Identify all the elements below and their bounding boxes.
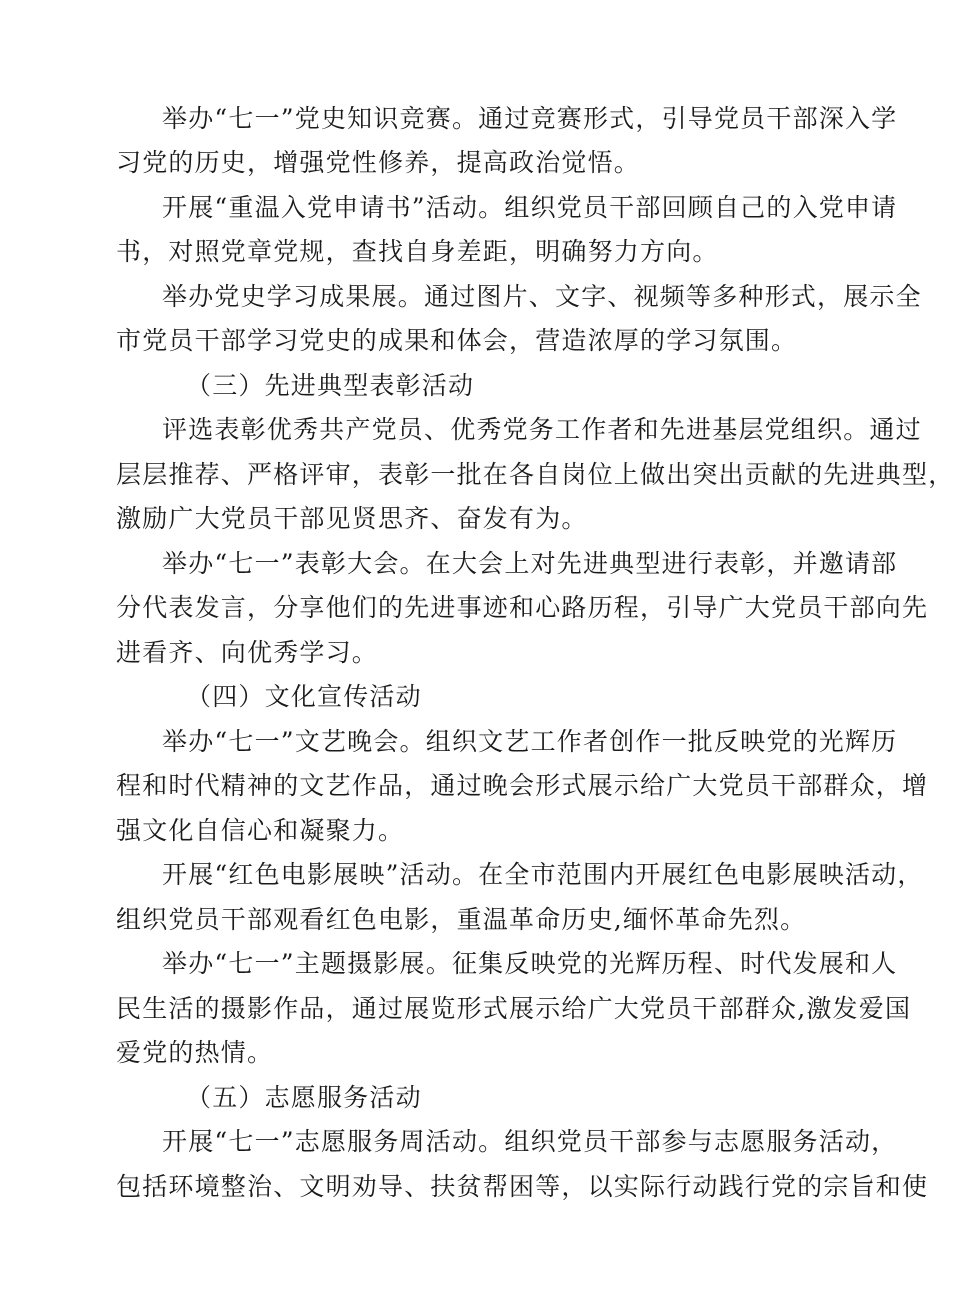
section-heading: （三）先进典型表彰活动	[186, 371, 475, 400]
paragraph-line: 强文化自信心和凝聚力。	[116, 816, 405, 845]
paragraph-line: 激励广大党员干部见贤思齐、奋发有为。	[116, 504, 588, 533]
paragraph-line: 开展“红色电影展映”活动。在全市范围内开展红色电影展映活动，	[162, 860, 924, 889]
paragraph-line: 习党的历史，增强党性修养，提高政治觉悟。	[116, 148, 641, 177]
section-heading: （五）志愿服务活动	[186, 1083, 422, 1112]
section-heading: （四）文化宣传活动	[186, 682, 422, 711]
paragraph-line: 举办“七一”主题摄影展。征集反映党的光辉历程、时代发展和人	[162, 949, 898, 978]
paragraph-line: 开展“重温入党申请书”活动。组织党员干部回顾自己的入党申请	[162, 193, 898, 222]
paragraph-line: 程和时代精神的文艺作品，通过晚会形式展示给广大党员干部群众，增	[116, 771, 929, 800]
paragraph-line: 举办“七一”表彰大会。在大会上对先进典型进行表彰，并邀请部	[162, 549, 898, 578]
paragraph-line: 进看齐、向优秀学习。	[116, 638, 379, 667]
paragraph-line: 层层推荐、严格评审，表彰一批在各自岗位上做出突出贡献的先进典型，	[116, 460, 954, 489]
paragraph-line: 民生活的摄影作品，通过展览形式展示给广大党员干部群众,激发爱国	[116, 994, 912, 1023]
paragraph-line: 市党员干部学习党史的成果和体会，营造浓厚的学习氛围。	[116, 326, 798, 355]
paragraph-line: 开展“七一”志愿服务周活动。组织党员干部参与志愿服务活动，	[162, 1127, 898, 1156]
paragraph-line: 举办党史学习成果展。通过图片、文字、视频等多种形式，展示全	[162, 282, 922, 311]
paragraph-line: 举办“七一”党史知识竞赛。通过竞赛形式，引导党员干部深入学	[162, 104, 898, 133]
paragraph-line: 举办“七一”文艺晚会。组织文艺工作者创作一批反映党的光辉历	[162, 727, 898, 756]
paragraph-line: 书，对照党章党规，查找自身差距，明确努力方向。	[116, 237, 719, 266]
paragraph-line: 分代表发言，分享他们的先进事迹和心路历程，引导广大党员干部向先	[116, 593, 929, 622]
paragraph-line: 组织党员干部观看红色电影，重温革命历史,缅怀革命先烈。	[116, 905, 807, 934]
paragraph-line: 评选表彰优秀共产党员、优秀党务工作者和先进基层党组织。通过	[162, 415, 922, 444]
paragraph-line: 爱党的热情。	[116, 1038, 274, 1067]
paragraph-line: 包括环境整治、文明劝导、扶贫帮困等，以实际行动践行党的宗旨和使	[116, 1172, 929, 1201]
